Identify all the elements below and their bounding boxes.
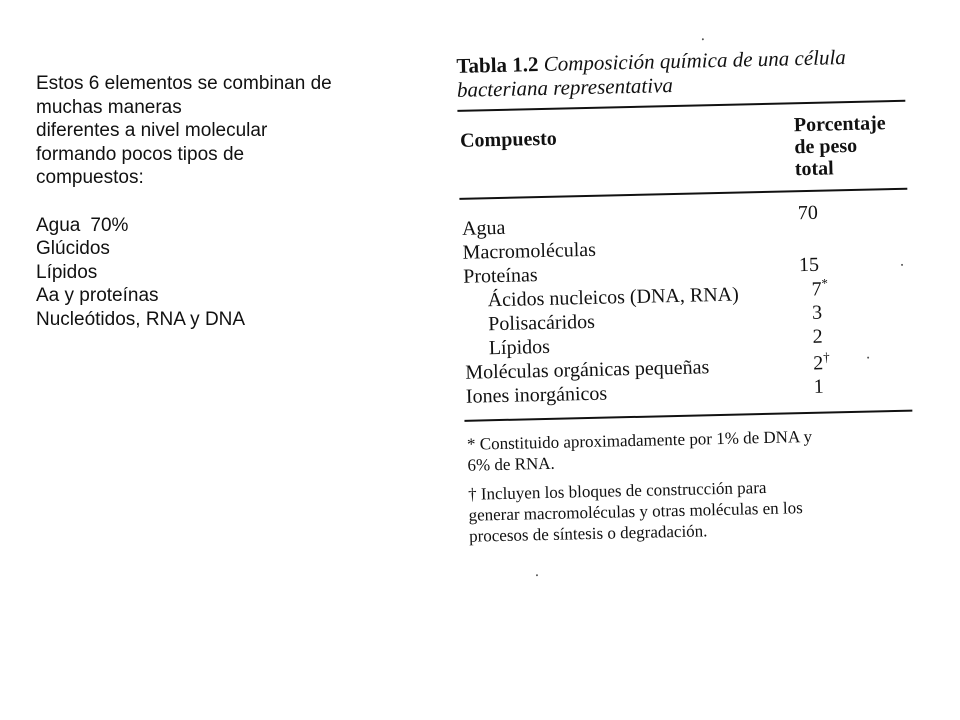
scan-speck bbox=[867, 357, 869, 359]
intro-line: Estos 6 elementos se combinan de bbox=[36, 73, 332, 94]
row-value-moleculas-organicas bbox=[813, 350, 830, 376]
row-label-lipidos: Lípidos bbox=[488, 335, 551, 360]
table-title-line2: bacteriana representativa bbox=[456, 73, 674, 102]
explanation-text bbox=[36, 72, 426, 331]
footnote-dagger bbox=[468, 474, 919, 547]
list-item: Aa y proteínas bbox=[36, 285, 159, 306]
row-label-macromoleculas: Macromoléculas bbox=[462, 238, 597, 264]
intro-line: muchas maneras bbox=[36, 96, 182, 118]
footnote-line: generar macromoléculas y otras moléculas en los bbox=[468, 498, 803, 525]
value-number: 7 bbox=[811, 278, 822, 301]
scan-speck bbox=[901, 264, 903, 266]
top-rule bbox=[457, 100, 905, 112]
table-caption bbox=[456, 45, 846, 102]
list-item: Nucleótidos, RNA y DNA bbox=[36, 308, 246, 330]
intro-line: formando pocos tipos de bbox=[36, 143, 245, 165]
row-value-polisacaridos: 3 bbox=[811, 301, 823, 324]
header-percent bbox=[794, 112, 887, 180]
header-rule bbox=[459, 188, 907, 200]
table-title-line1: Composición química de una célula bbox=[543, 45, 847, 76]
asterisk-mark: * bbox=[821, 275, 829, 291]
row-value-agua: 70 bbox=[797, 201, 819, 225]
row-label-moleculas-organicas: Moléculas orgánicas pequeñas bbox=[465, 356, 710, 384]
dagger-mark: † bbox=[822, 349, 830, 365]
row-label-proteinas: Proteínas bbox=[462, 264, 538, 288]
row-value-proteinas: 15 bbox=[798, 253, 820, 277]
value-number: 2 bbox=[813, 352, 824, 375]
scan-speck bbox=[536, 574, 538, 576]
header-percent-line: Porcentaje bbox=[793, 112, 886, 137]
list-item: Lípidos bbox=[36, 261, 98, 283]
row-label-polisacaridos: Polisacáridos bbox=[488, 310, 596, 336]
table-number: Tabla 1.2 bbox=[456, 52, 539, 78]
footnote-asterisk bbox=[467, 424, 918, 476]
intro-line: diferentes a nivel molecular bbox=[36, 120, 268, 141]
footnote-line: procesos de síntesis o degradación. bbox=[468, 521, 708, 546]
scanned-table bbox=[452, 37, 934, 588]
row-value-lipidos: 2 bbox=[812, 325, 823, 348]
footnote-line: † Incluyen los bloques de construcción para bbox=[467, 477, 767, 504]
agua-label: Agua bbox=[36, 214, 81, 236]
header-percent-line: total bbox=[794, 157, 834, 181]
row-value-acidos-nucleicos bbox=[811, 276, 828, 302]
row-label-acidos-nucleicos: Ácidos nucleicos (DNA, RNA) bbox=[487, 283, 739, 312]
header-compound: Compuesto bbox=[459, 127, 558, 152]
footnote-line: * Constituido aproximadamente por 1% de DNA y bbox=[466, 426, 813, 454]
intro-line: compuestos: bbox=[36, 167, 144, 188]
header-percent-line: de peso bbox=[794, 134, 858, 159]
bottom-rule bbox=[464, 410, 912, 422]
list-item-agua bbox=[36, 214, 426, 238]
footnote-line: 6% de RNA. bbox=[467, 453, 556, 475]
list-item: Glúcidos bbox=[36, 238, 110, 259]
scan-speck bbox=[702, 38, 704, 40]
agua-percent: 70% bbox=[90, 214, 129, 236]
row-value-iones-inorganicos: 1 bbox=[813, 375, 825, 398]
row-label-iones-inorganicos: Iones inorgánicos bbox=[465, 382, 608, 408]
row-label-agua: Agua bbox=[461, 216, 506, 240]
spacer bbox=[36, 190, 426, 214]
